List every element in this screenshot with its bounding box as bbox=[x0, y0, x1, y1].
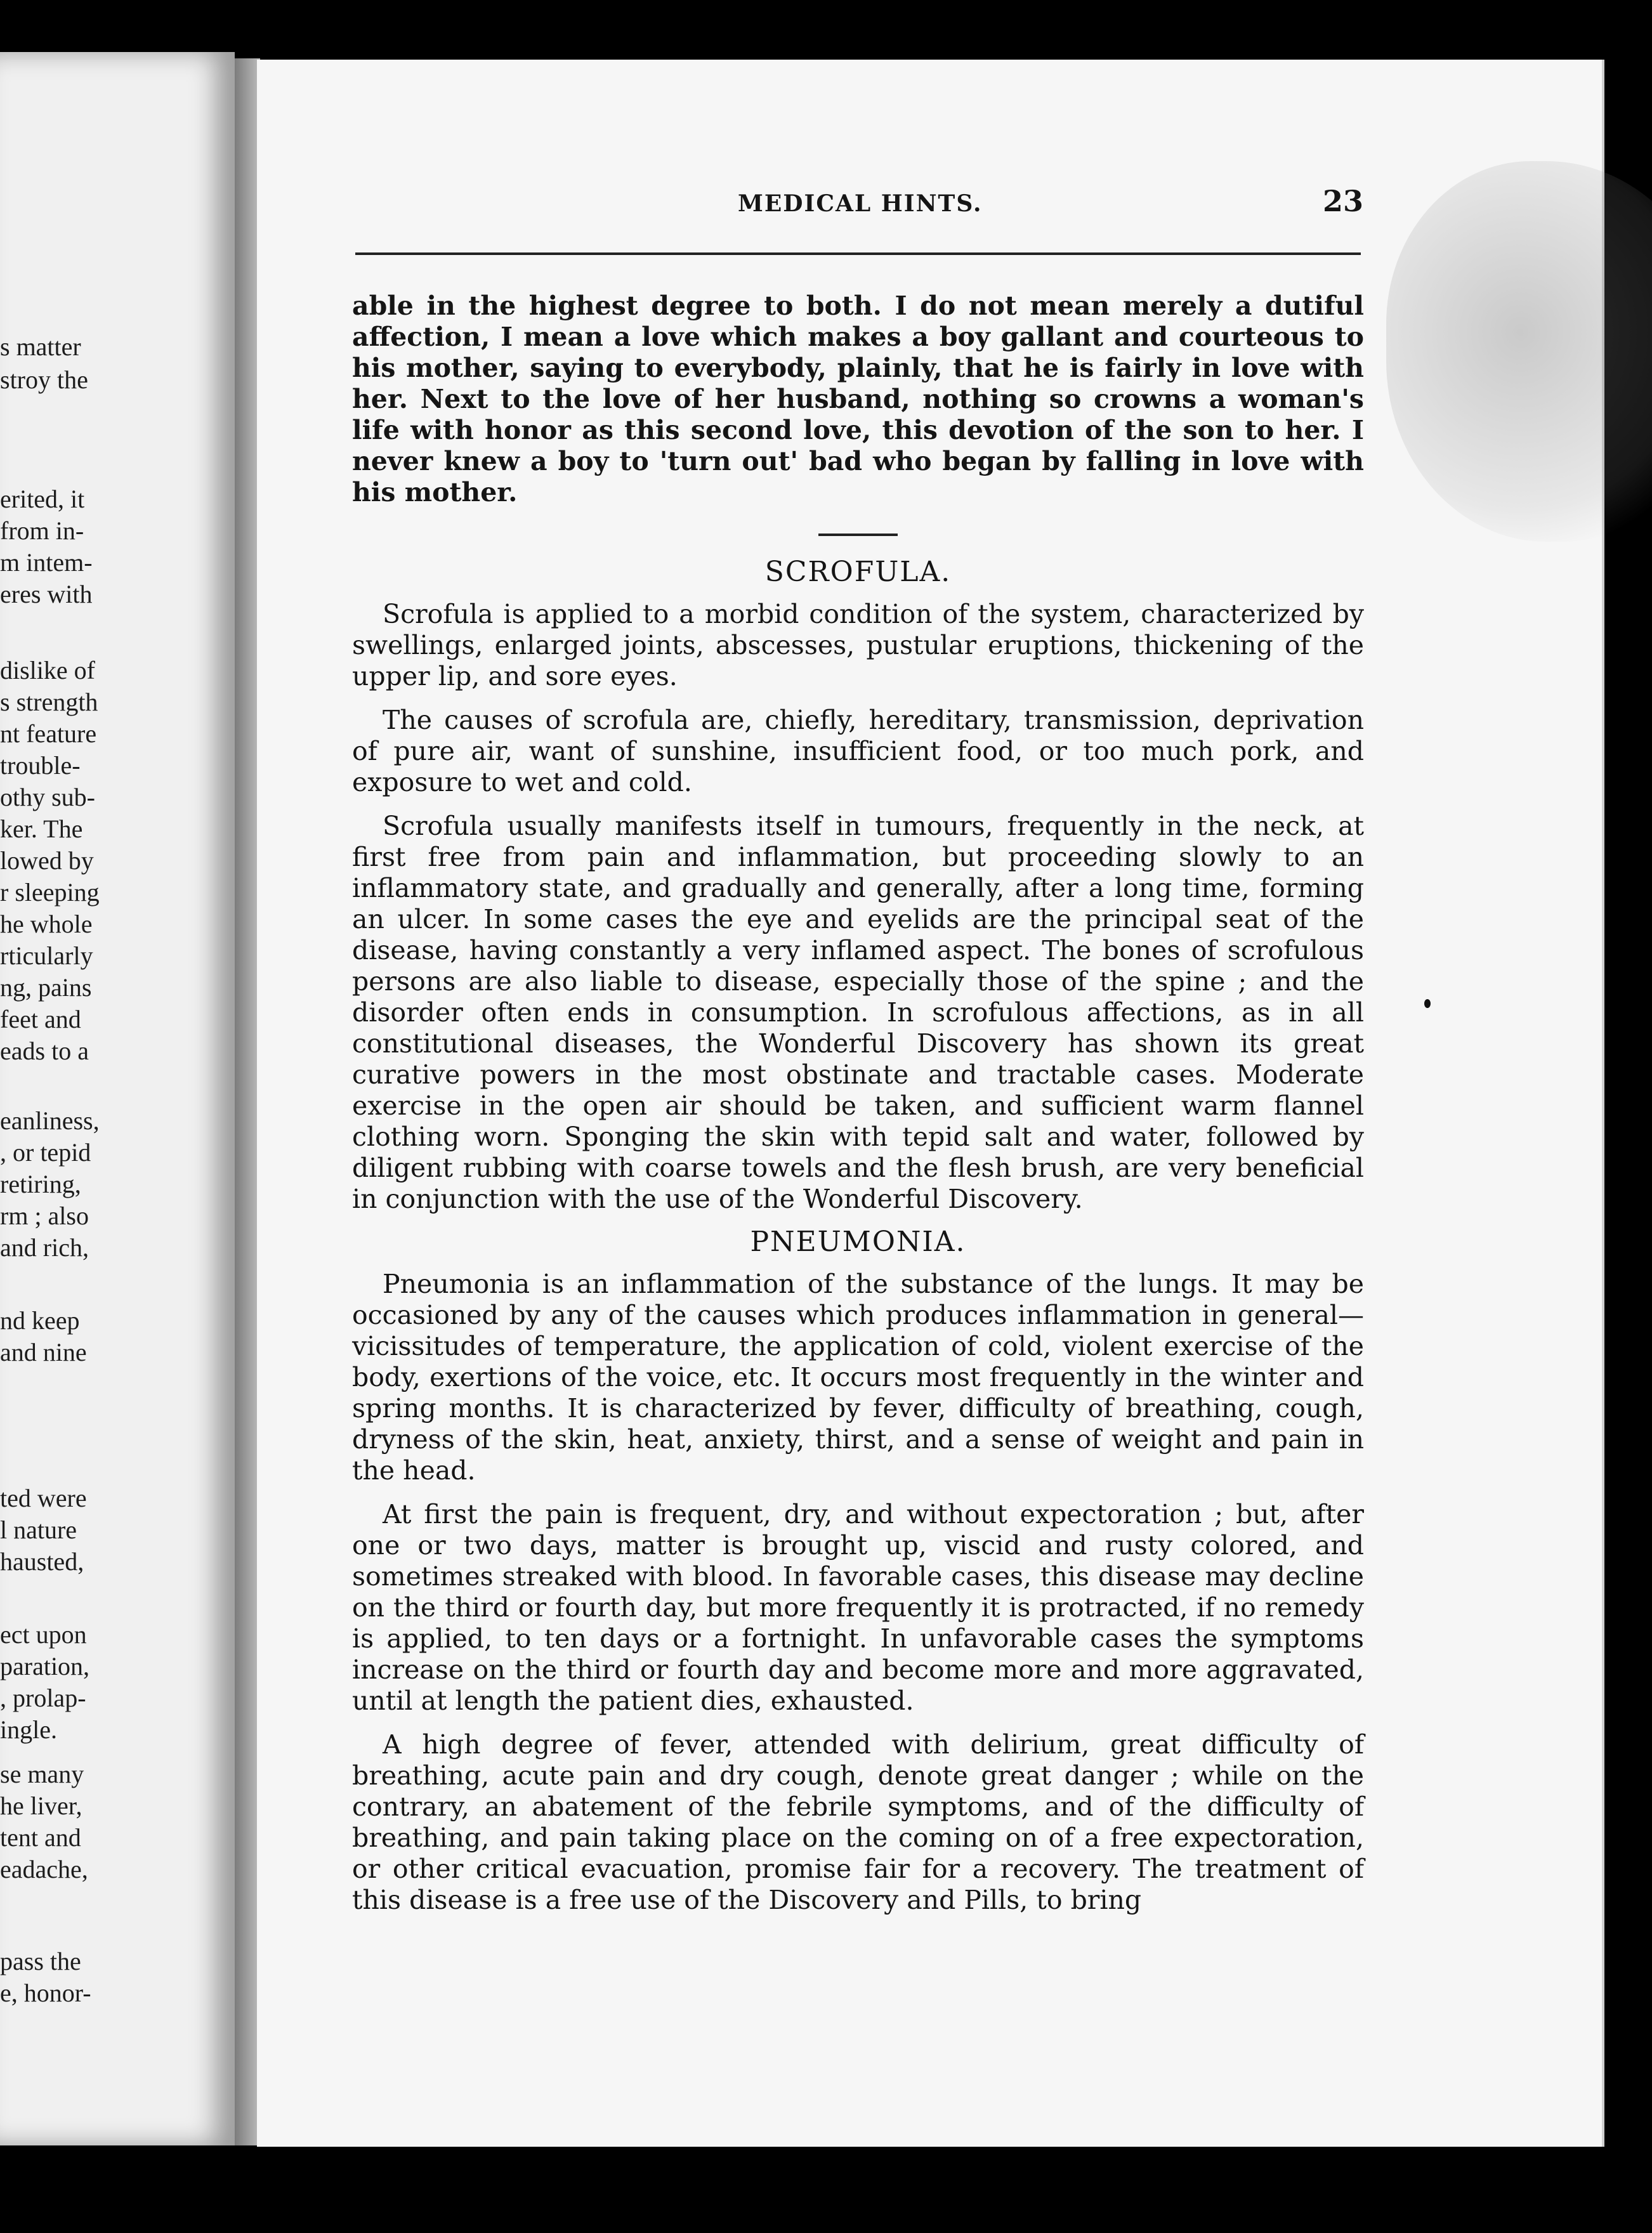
left-page-line: and rich, bbox=[0, 1233, 89, 1262]
left-page-line: trouble- bbox=[0, 751, 81, 780]
left-page-line: rm ; also bbox=[0, 1202, 89, 1230]
left-page-line: eanliness, bbox=[0, 1106, 100, 1135]
page-number: 23 bbox=[1323, 184, 1364, 218]
pneumonia-paragraph: Pneumonia is an inflammation of the substance of the lungs. It may be occasioned by any of the causes which produces inflammation in general—vicissitudes of temperature, the application of cold, violent exercise of the body, exertions of the voice, etc. It occurs most frequently in the winter and spring months. It is characterized by fever, difficulty of breathing, cough, dryness of the skin, heat, anxiety, thirst, and a sense of weight and pain in the head. bbox=[352, 1269, 1364, 1486]
left-page-line: eres with bbox=[0, 580, 93, 608]
left-page-line: hausted, bbox=[0, 1547, 84, 1576]
left-page-line: s strength bbox=[0, 688, 98, 716]
left-page-line: paration, bbox=[0, 1652, 90, 1680]
ink-speck bbox=[1424, 999, 1431, 1008]
left-page-line: erited, it bbox=[0, 485, 85, 513]
left-page-line: dislike of bbox=[0, 656, 95, 684]
page-body bbox=[352, 291, 1364, 1916]
left-page-line: he whole bbox=[0, 910, 93, 938]
pneumonia-paragraph: At first the pain is frequent, dry, and without expectoration ; but, after one or two days, matter is brought up, viscid and rusty colored, and sometimes streaked with blood. In favorable cases, this disease may decline on the third or fourth day, but more frequently it is protracted, if no remedy is applied, to ten days or a fortnight. In unfavorable cases the symptoms increase on the third or fourth day and become more and more aggravated, until at length the patient dies, exhausted. bbox=[352, 1499, 1364, 1716]
left-page-line: nd keep bbox=[0, 1306, 80, 1335]
left-page-line: eadache, bbox=[0, 1855, 88, 1883]
left-page-line: m intem- bbox=[0, 548, 93, 577]
book-gutter bbox=[235, 58, 260, 2145]
left-page-line: from in- bbox=[0, 516, 84, 545]
left-page bbox=[0, 52, 235, 2145]
left-page-line: lowed by bbox=[0, 846, 94, 875]
left-page-line: retiring, bbox=[0, 1170, 81, 1198]
left-page-line: , prolap- bbox=[0, 1684, 86, 1712]
running-head: MEDICAL HINTS. bbox=[738, 190, 983, 217]
left-page-line: rticularly bbox=[0, 941, 93, 970]
scrofula-paragraph: The causes of scrofula are, chiefly, hereditary, transmission, deprivation of pure air, want of sunshine, insufficient food, or too much pork, and exposure to wet and cold. bbox=[352, 705, 1364, 797]
left-page-line: ng, pains bbox=[0, 973, 92, 1002]
left-page-line: stroy the bbox=[0, 365, 88, 394]
left-page-line: r sleeping bbox=[0, 878, 100, 907]
left-page-line: nt feature bbox=[0, 719, 97, 748]
left-page-line: feet and bbox=[0, 1005, 81, 1033]
left-page-line: se many bbox=[0, 1760, 84, 1788]
left-page-line: , or tepid bbox=[0, 1138, 91, 1167]
left-page-line: othy sub- bbox=[0, 783, 95, 811]
header-rule bbox=[355, 252, 1361, 255]
left-page-line: ingle. bbox=[0, 1715, 57, 1744]
left-page-line: ker. The bbox=[0, 815, 83, 843]
left-page-line: ect upon bbox=[0, 1620, 87, 1649]
section-divider bbox=[818, 534, 898, 536]
left-page-line: e, honor- bbox=[0, 1979, 91, 2007]
left-page-line: and nine bbox=[0, 1338, 87, 1366]
left-page-line: l nature bbox=[0, 1516, 77, 1544]
pneumonia-paragraph: A high degree of fever, attended with delirium, great difficulty of breathing, acute pain and dry cough, denote great danger ; while on the contrary, an abatement of the febrile symptoms, and of the difficulty of breathing, and pain taking place on the coming on of a free expectoration, or other critical evacuation, promise fair for a recovery. The treatment of this disease is a free use of the Discovery and Pills, to bring bbox=[352, 1729, 1364, 1915]
scrofula-paragraph: Scrofula usually manifests itself in tumours, frequently in the neck, at first free from pain and inflammation, but proceeding slowly to an inflammatory state, and gradually and generally, after a long time, forming an ulcer. In some cases the eye and eyelids are the principal seat of the disease, having constantly a very inflamed aspect. The bones of scrofulous persons are also liable to disease, especially those of the spine ; and the disorder often ends in consumption. In scrofulous affections, as in all constitutional diseases, the Wonderful Discovery has shown its great curative powers in the most obstinate and tractable cases. Moderate exercise in the open air should be taken, and sufficient warm flannel clothing worn. Sponging the skin with tepid salt and water, followed by diligent rubbing with coarse towels and the flesh brush, are very beneficial in conjunction with the use of the Wonderful Discovery. bbox=[352, 811, 1364, 1214]
scrofula-paragraph: Scrofula is applied to a morbid condition of the system, characterized by swellings, enlarged joints, abscesses, pustular eruptions, thickening of the upper lip, and sore eyes. bbox=[352, 599, 1364, 691]
section-heading-pneumonia: PNEUMONIA. bbox=[750, 1226, 966, 1258]
section-heading-scrofula: SCROFULA. bbox=[764, 556, 952, 588]
water-stain bbox=[1386, 161, 1652, 542]
left-page-line: ted were bbox=[0, 1484, 87, 1512]
left-page-line: eads to a bbox=[0, 1037, 89, 1065]
left-page-line: he liver, bbox=[0, 1791, 82, 1820]
left-page-line: s matter bbox=[0, 332, 81, 361]
intro-paragraph: able in the highest degree to both. I do not mean merely a dutiful affection, I mean a love which makes a boy gallant and courteous to his mother, saying to everybody, plainly, that he is fairly in love with her. Next to the love of her husband, nothing so crowns a woman's life with honor as this second love, this devotion of the son to her. I never knew a boy to 'turn out' bad who began by falling in love with his mother. bbox=[352, 291, 1364, 508]
left-page-line: tent and bbox=[0, 1823, 81, 1852]
left-page-line: pass the bbox=[0, 1947, 81, 1975]
